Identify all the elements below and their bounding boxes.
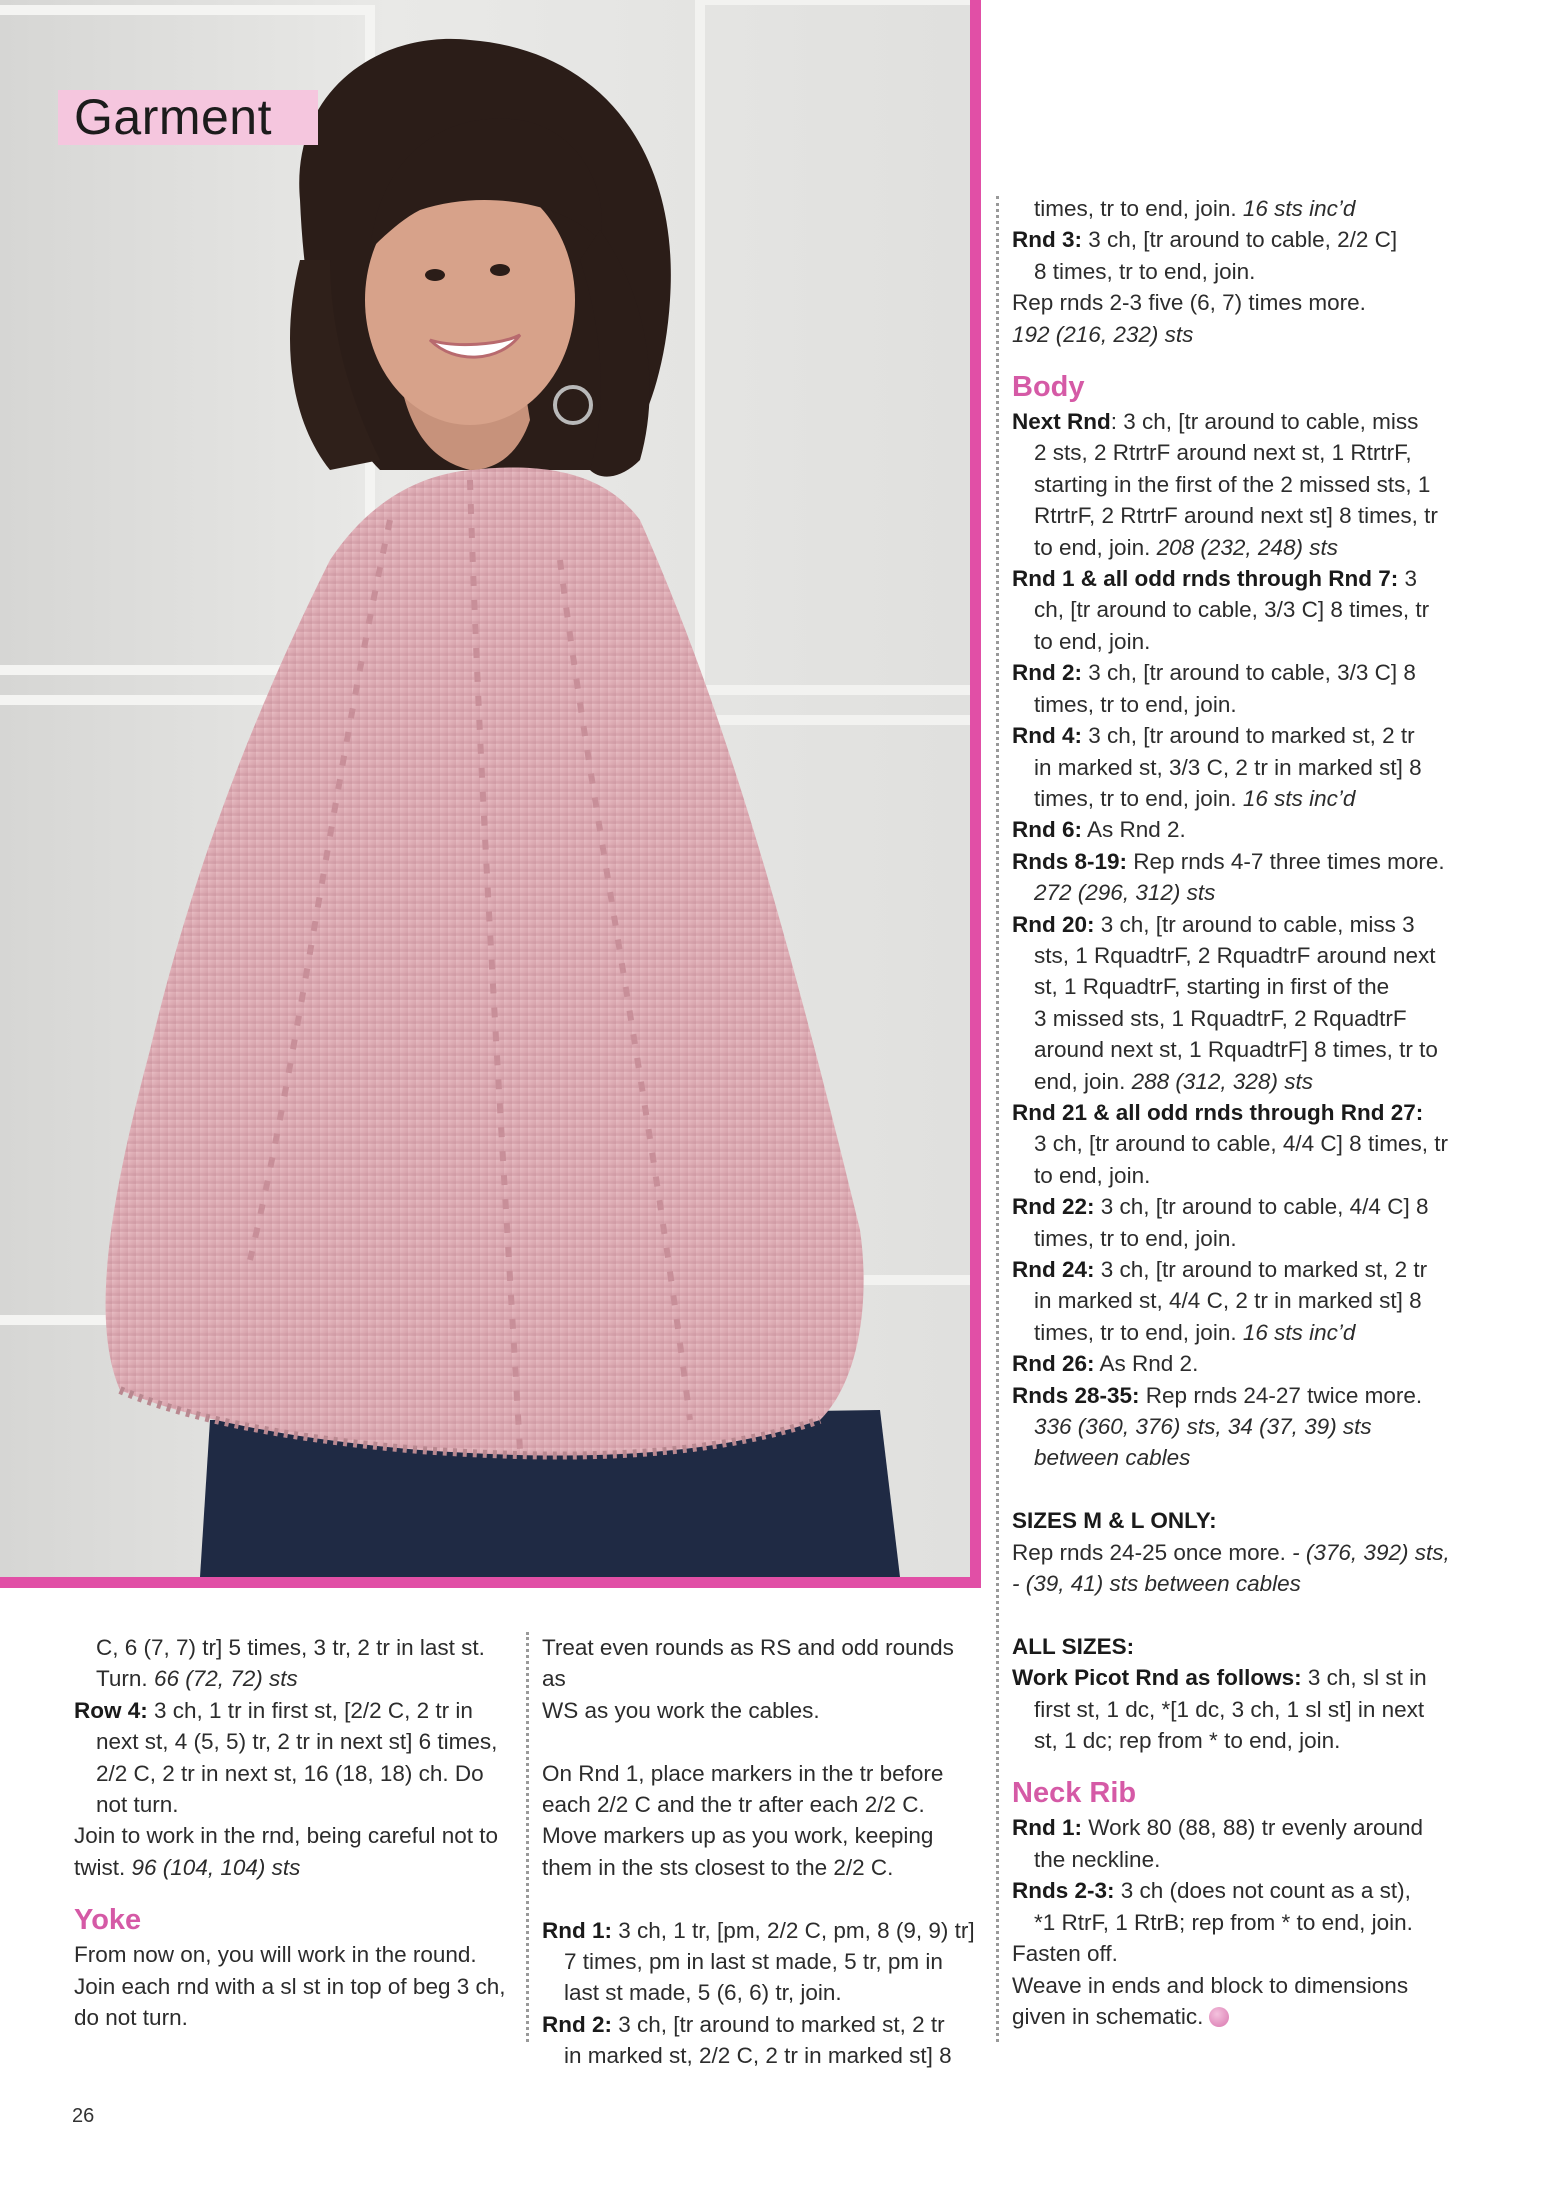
text-line: 7 times, pm in last st made, 5 tr, pm in <box>564 1949 943 1975</box>
text-line <box>1012 1191 1512 1222</box>
text-line <box>1012 1442 1512 1473</box>
stitch-count: 66 (72, 72) sts <box>153 1666 298 1692</box>
rnd-label: Rnd 2: <box>1012 660 1082 686</box>
text: Rep rnds 24-25 once more. <box>1012 1539 1293 1565</box>
text: twist. <box>74 1854 132 1880</box>
text-line: starting in the first of the 2 missed sts, 1 <box>1034 471 1431 497</box>
stitch-count: - (376, 392) sts, <box>1292 1539 1450 1565</box>
text-line <box>1012 1505 1512 1536</box>
rnd-label: Rnd 4: <box>1012 723 1082 749</box>
text: given in schematic. <box>1012 2003 1204 2029</box>
stitch-count: 208 (232, 248) sts <box>1156 534 1338 560</box>
text: Work 80 (88, 88) tr evenly around <box>1082 1815 1424 1841</box>
text: 3 ch, sl st in <box>1301 1665 1427 1691</box>
neck-rib-heading: Neck Rib <box>1012 1777 1137 1810</box>
text-line <box>1012 1348 1512 1379</box>
text: 3 ch, [tr around to marked st, 2 tr <box>612 2011 945 2037</box>
section-tag <box>58 90 318 145</box>
text: 3 ch (does not count as a st), <box>1114 1878 1411 1904</box>
text-line <box>1012 846 1512 877</box>
text-line <box>1012 1875 1512 1906</box>
text: 3 ch, [tr around to cable, 2/2 C] <box>1082 227 1398 253</box>
text-line <box>1012 1066 1512 1097</box>
rnd-label: Rnd 6: <box>1012 817 1082 843</box>
text-line: On Rnd 1, place markers in the tr before <box>542 1760 944 1786</box>
rnd-label: Rnd 20: <box>1012 911 1095 937</box>
text-line: each 2/2 C and the tr after each 2/2 C. <box>542 1792 925 1818</box>
text-line: to end, join. <box>1034 1162 1151 1188</box>
rnd-label: Rnd 2: <box>542 2011 612 2037</box>
text-line: do not turn. <box>74 2005 188 2031</box>
text-line: ch, [tr around to cable, 3/3 C] 8 times, tr <box>1034 597 1430 623</box>
text-line: first st, 1 dc, *[1 dc, 3 ch, 1 sl st] in next <box>1034 1696 1425 1722</box>
text-line <box>1012 783 1512 814</box>
text-line <box>1012 2001 1512 2032</box>
text-line: in marked st, 4/4 C, 2 tr in marked st] 8 <box>1034 1288 1422 1314</box>
text-line: st, 1 dc; rep from * to end, join. <box>1034 1728 1341 1754</box>
column-2 <box>542 1632 982 2072</box>
text-line: Fasten off. <box>1012 1941 1118 1967</box>
stitch-count: 16 sts inc’d <box>1242 196 1356 221</box>
rnd-label: Rnd 24: <box>1012 1257 1095 1282</box>
stitch-count: 16 sts inc’d <box>1242 1319 1356 1345</box>
text-line <box>1012 814 1512 845</box>
text: 3 ch, [tr around to cable, 4/4 C] 8 <box>1094 1194 1429 1220</box>
column-divider-right <box>996 196 999 2042</box>
text: Turn. <box>96 1666 154 1692</box>
text: 3 ch, [tr around to cable, miss 3 <box>1094 911 1415 937</box>
section-tag-label: Garment <box>74 89 273 145</box>
rnd-label: Work Picot Rnd as follows: <box>1012 1665 1302 1691</box>
accent-border-vertical <box>970 0 981 1588</box>
text-line: times, tr to end, join. <box>1034 1225 1237 1251</box>
text-line <box>1012 657 1512 688</box>
text-line <box>74 1663 514 1694</box>
text: 3 <box>1398 566 1417 592</box>
rnd-label: Rnd 1: <box>1012 1815 1082 1841</box>
text: 3 ch, [tr around to marked st, 2 tr <box>1094 1257 1428 1282</box>
text-line <box>1012 1568 1512 1599</box>
stitch-count: 336 (360, 376) sts, 34 (37, 39) sts <box>1034 1414 1372 1440</box>
text-line <box>1012 224 1512 255</box>
yarn-ball-icon <box>1209 2007 1229 2027</box>
stitch-count: 288 (312, 328) sts <box>1131 1068 1313 1094</box>
rnd-label: Rnd 26: <box>1012 1351 1095 1377</box>
text-line <box>1012 1380 1512 1411</box>
column-1 <box>74 1632 514 2033</box>
accent-border-horizontal <box>0 1577 981 1588</box>
text: 3 ch, [tr around to cable, 3/3 C] 8 <box>1082 660 1416 686</box>
text: times, tr to end, join. <box>1034 1319 1243 1345</box>
model-wearing-pink-poncho-illustration <box>0 0 970 1577</box>
text-line: Treat even rounds as RS and odd rounds as <box>542 1635 954 1692</box>
text-line <box>1012 1411 1512 1442</box>
text-line <box>1012 1631 1512 1662</box>
text-line: Move markers up as you work, keeping <box>542 1823 934 1849</box>
text-line <box>1012 406 1512 437</box>
text-line: Weave in ends and block to dimensions <box>1012 1972 1409 1998</box>
rnd-label: Next Rnd <box>1012 409 1111 435</box>
body-heading: Body <box>1012 371 1085 404</box>
text-line: Rep rnds 2-3 five (6, 7) times more. <box>1012 290 1366 316</box>
text: times, tr to end, join. <box>1034 196 1243 221</box>
text-line <box>542 2009 982 2040</box>
stitch-count: between cables <box>1034 1445 1191 1471</box>
subheading: SIZES M & L ONLY: <box>1012 1508 1217 1534</box>
text-line: 2/2 C, 2 tr in next st, 16 (18, 18) ch. Do <box>96 1760 484 1786</box>
text-line: them in the sts closest to the 2/2 C. <box>542 1854 894 1880</box>
text-line: the neckline. <box>1034 1846 1161 1872</box>
rnd-label: Rnd 21 & all odd rnds through Rnd 27: <box>1012 1099 1424 1125</box>
text: to end, join. <box>1034 534 1157 560</box>
subheading: ALL SIZES: <box>1012 1633 1135 1659</box>
rnd-label: Rnds 8-19: <box>1012 848 1128 874</box>
rnd-label: Rnd 3: <box>1012 227 1082 253</box>
text-line: WS as you work the cables. <box>542 1697 820 1723</box>
text-line <box>1012 909 1512 940</box>
text-line: RtrtrF, 2 RtrtrF around next st] 8 times, tr <box>1034 503 1438 529</box>
text-line: in marked st, 3/3 C, 2 tr in marked st] 8 <box>1034 754 1422 780</box>
text: end, join. <box>1034 1068 1132 1094</box>
column-3 <box>1012 193 1512 2032</box>
yoke-heading: Yoke <box>74 1904 142 1937</box>
text: Rep rnds 24-27 twice more. <box>1139 1382 1423 1408</box>
rnd-label: Rnd 1: <box>542 1917 612 1943</box>
garment-photo <box>0 0 970 1577</box>
text-line: around next st, 1 RquadtrF] 8 times, tr to <box>1034 1037 1438 1063</box>
text: 3 ch, 1 tr, [pm, 2/2 C, pm, 8 (9, 9) tr] <box>612 1917 975 1943</box>
stitch-count: 192 (216, 232) sts <box>1012 321 1194 347</box>
text: : 3 ch, [tr around to cable, miss <box>1110 409 1419 435</box>
text-line: From now on, you will work in the round. <box>74 1942 477 1968</box>
text-line <box>1012 877 1512 908</box>
text-line: *1 RtrF, 1 RtrB; rep from * to end, join. <box>1034 1909 1413 1935</box>
text-line: next st, 4 (5, 5) tr, 2 tr in next st] 6 times, <box>96 1729 498 1755</box>
page-number: 26 <box>72 2105 95 2127</box>
text-line: st, 1 RquadtrF, starting in first of the <box>1034 974 1390 1000</box>
text: Rep rnds 4-7 three times more. <box>1127 848 1445 874</box>
text-line: 3 ch, [tr around to cable, 4/4 C] 8 times, tr <box>1034 1131 1448 1157</box>
stitch-count: 96 (104, 104) sts <box>131 1854 301 1880</box>
text-line: in marked st, 2/2 C, 2 tr in marked st] 8 <box>564 2043 952 2069</box>
text: As Rnd 2. <box>1094 1351 1199 1377</box>
row-label: Row 4: <box>74 1697 148 1723</box>
text-line <box>1012 1537 1512 1568</box>
text-line: sts, 1 RquadtrF, 2 RquadtrF around next <box>1034 942 1436 968</box>
text-line <box>1012 1317 1512 1348</box>
column-divider-left <box>526 1632 529 2042</box>
text: As Rnd 2. <box>1082 817 1186 843</box>
text-line <box>1012 319 1512 350</box>
text-line: last st made, 5 (6, 6) tr, join. <box>564 1980 842 2006</box>
text-line: times, tr to end, join. <box>1034 691 1237 717</box>
text-line <box>1012 1812 1512 1843</box>
text-line <box>1012 1097 1512 1128</box>
text-line <box>1012 532 1512 563</box>
rnd-label: Rnd 1 & all odd rnds through Rnd 7: <box>1012 566 1399 592</box>
rnd-label: Rnds 28-35: <box>1012 1382 1140 1408</box>
text: 3 ch, [tr around to marked st, 2 tr <box>1082 723 1415 749</box>
text-line <box>74 1695 514 1726</box>
text: times, tr to end, join. <box>1034 785 1243 811</box>
text-line: not turn. <box>96 1792 179 1818</box>
text-line: to end, join. <box>1034 628 1151 654</box>
text-line <box>1012 193 1512 224</box>
text-line: 3 missed sts, 1 RquadtrF, 2 RquadtrF <box>1034 1005 1407 1031</box>
rnd-label: Rnd 22: <box>1012 1194 1095 1220</box>
text-line <box>1012 1662 1512 1693</box>
text-line <box>1012 720 1512 751</box>
text-line: C, 6 (7, 7) tr] 5 times, 3 tr, 2 tr in last st. <box>96 1635 485 1660</box>
text-line <box>74 1852 514 1883</box>
text-line <box>1012 1254 1512 1285</box>
text-line: Join each rnd with a sl st in top of beg 3 ch, <box>74 1973 506 1999</box>
text-line: Join to work in the rnd, being careful not to <box>74 1823 498 1849</box>
rnd-label: Rnds 2-3: <box>1012 1878 1115 1904</box>
text-line: 2 sts, 2 RtrtrF around next st, 1 RtrtrF, <box>1034 440 1412 466</box>
text-line: 8 times, tr to end, join. <box>1034 258 1256 284</box>
text-line <box>542 1915 982 1946</box>
stitch-count: 272 (296, 312) sts <box>1034 880 1216 906</box>
stitch-count: - (39, 41) sts between cables <box>1012 1571 1301 1597</box>
stitch-count: 16 sts inc’d <box>1242 785 1356 811</box>
text-line <box>1012 563 1512 594</box>
text: 3 ch, 1 tr in first st, [2/2 C, 2 tr in <box>147 1697 473 1723</box>
